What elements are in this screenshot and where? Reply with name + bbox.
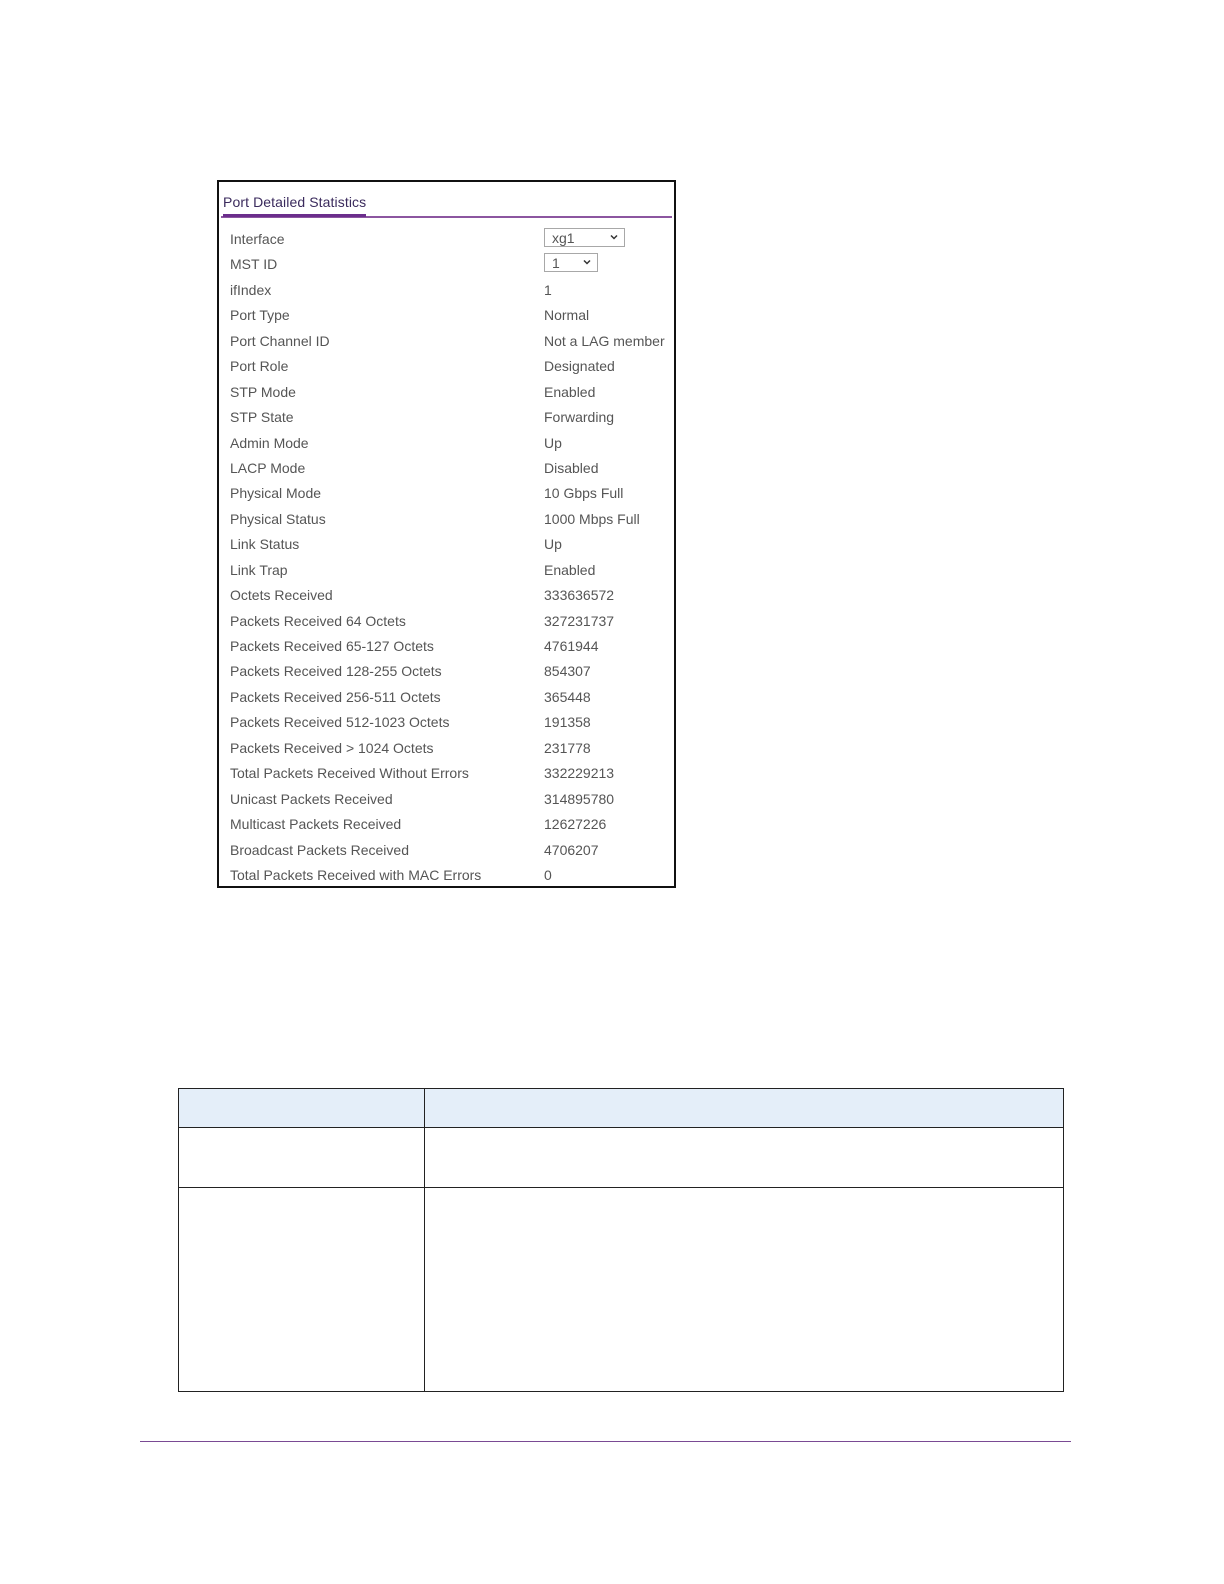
stat-label: Admin Mode	[230, 434, 309, 451]
stat-row	[219, 278, 674, 303]
stat-label: Packets Received > 1024 Octets	[230, 739, 434, 756]
stat-row	[219, 710, 674, 735]
stat-label: STP Mode	[230, 383, 296, 400]
stat-label: Packets Received 512-1023 Octets	[230, 714, 450, 731]
stat-row	[219, 354, 674, 379]
chevron-down-icon	[583, 259, 591, 266]
stat-row	[219, 685, 674, 710]
stat-value: 10 Gbps Full	[544, 485, 624, 502]
footer-divider	[140, 1441, 1071, 1442]
table-header-cell	[425, 1089, 1064, 1128]
table-cell	[425, 1188, 1064, 1392]
table-header-cell	[179, 1089, 425, 1128]
stat-value: 1000 Mbps Full	[544, 510, 640, 527]
stat-value: 854307	[544, 663, 591, 680]
interface-selected-value: xg1	[552, 230, 575, 246]
stat-value: Not a LAG member	[544, 332, 665, 349]
stat-label: Packets Received 128-255 Octets	[230, 663, 442, 680]
mst-id-selected-value: 1	[552, 255, 560, 272]
stat-row	[219, 329, 674, 354]
table-row	[179, 1128, 1064, 1188]
stat-label: Broadcast Packets Received	[230, 841, 409, 858]
interface-select[interactable]	[544, 228, 625, 247]
stat-label: Octets Received	[230, 587, 333, 604]
stat-value: Designated	[544, 358, 615, 375]
interface-label: Interface	[230, 231, 285, 247]
panel-title: Port Detailed Statistics	[223, 194, 366, 217]
stat-label: LACP Mode	[230, 459, 306, 476]
stat-row	[219, 812, 674, 837]
stat-row	[219, 456, 674, 481]
stat-label: ifIndex	[230, 281, 272, 298]
statistics-list	[219, 227, 674, 888]
table-row	[179, 1188, 1064, 1392]
stat-label: Port Role	[230, 358, 289, 375]
stat-label: Multicast Packets Received	[230, 816, 402, 833]
stat-row	[219, 583, 674, 608]
stat-row	[219, 838, 674, 863]
table-cell	[179, 1128, 425, 1188]
stat-value: 231778	[544, 739, 591, 756]
table-cell	[179, 1188, 425, 1392]
stat-row	[219, 481, 674, 506]
stat-row	[219, 761, 674, 786]
stat-label: Packets Received 256-511 Octets	[230, 688, 441, 705]
stat-value: Enabled	[544, 383, 596, 400]
stat-label: Physical Status	[230, 510, 326, 527]
stat-row	[219, 532, 674, 557]
table-header-row	[179, 1089, 1064, 1128]
table-cell	[425, 1128, 1064, 1188]
stat-row	[219, 380, 674, 405]
stat-row	[219, 659, 674, 684]
stat-value: 191358	[544, 714, 591, 731]
mst-id-label: MST ID	[230, 256, 278, 273]
stat-value: 1	[544, 281, 552, 298]
chevron-down-icon	[610, 234, 618, 241]
stat-label: Packets Received 64 Octets	[230, 612, 406, 629]
stat-row	[219, 405, 674, 430]
mst-id-select[interactable]	[544, 253, 598, 272]
stat-value: 332229213	[544, 765, 615, 782]
stat-label: Total Packets Received with MAC Errors	[230, 866, 482, 883]
stat-row	[219, 863, 674, 888]
stat-value: 4706207	[544, 841, 599, 858]
stat-label: Unicast Packets Received	[230, 790, 393, 807]
stat-value: 12627226	[544, 816, 607, 833]
stat-label: Physical Mode	[230, 485, 322, 502]
stat-value: 333636572	[544, 587, 615, 604]
stat-label: Link Trap	[230, 561, 288, 578]
stat-value: 0	[544, 866, 552, 883]
stat-value: 314895780	[544, 790, 615, 807]
stat-label: Packets Received 65-127 Octets	[230, 638, 434, 654]
stat-row	[219, 634, 674, 659]
interface-row	[219, 227, 674, 252]
stat-row	[219, 431, 674, 456]
mst-id-row	[219, 252, 674, 277]
stat-label: Link Status	[230, 536, 300, 553]
stat-value: Up	[544, 434, 562, 451]
stat-value: Disabled	[544, 459, 599, 476]
stat-value: Enabled	[544, 561, 596, 578]
stat-value: 365448	[544, 688, 591, 705]
stat-label: Port Channel ID	[230, 332, 330, 349]
description-table	[178, 1088, 1064, 1392]
stat-label: STP State	[230, 409, 294, 426]
port-detailed-statistics-panel	[217, 180, 676, 888]
stat-row	[219, 736, 674, 761]
stat-row	[219, 303, 674, 328]
stat-value: Normal	[544, 307, 590, 324]
stat-label: Port Type	[230, 307, 290, 324]
stat-row	[219, 787, 674, 812]
stat-value: Up	[544, 536, 562, 553]
stat-label: Total Packets Received Without Errors	[230, 765, 469, 782]
stat-value: 4761944	[544, 638, 599, 654]
stat-row	[219, 609, 674, 634]
stat-value: Forwarding	[544, 409, 615, 426]
stat-row	[219, 558, 674, 583]
stat-value: 327231737	[544, 612, 615, 629]
panel-header	[221, 193, 672, 218]
stat-row	[219, 507, 674, 532]
